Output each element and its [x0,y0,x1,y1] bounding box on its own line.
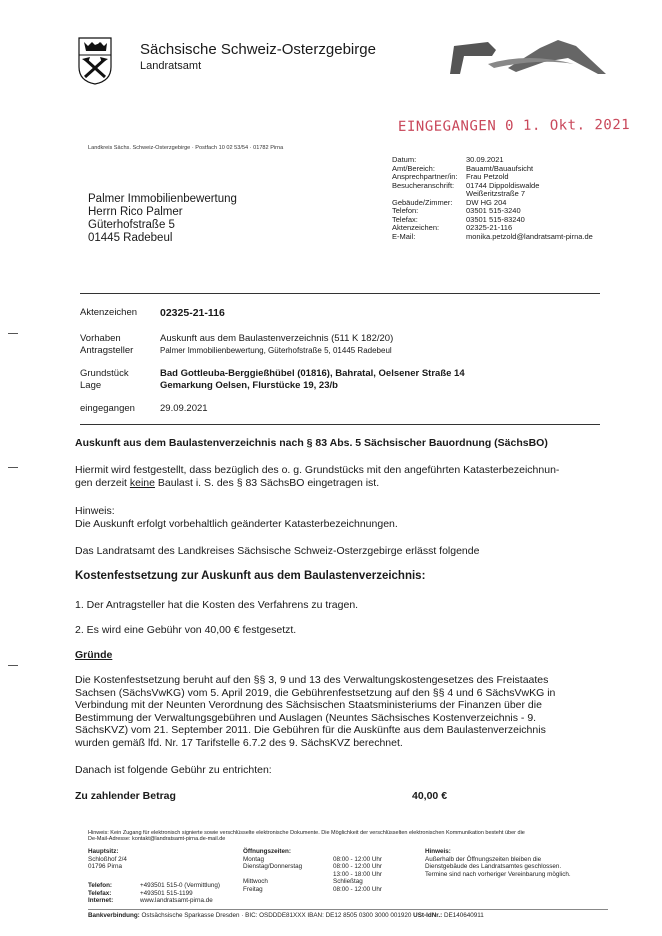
footer-hinweis-label: Hinweis: [425,848,451,855]
underlined-word: keine [129,476,155,489]
recipient-line: Herrn Rico Palmer [88,206,183,218]
eingegangen-value: 29.09.2021 [160,403,208,414]
recipient-line: Palmer Immobilienbewertung [88,193,237,205]
hinweis-label: Hinweis: [75,505,115,517]
telefon-value: +493501 515-0 (Vermittlung) [140,882,220,889]
amount-label: Zu zahlender Betrag [75,790,176,802]
info-value: DW HG 204 [466,197,507,207]
bank-value: Ostsächsische Sparkasse Dresden · BIC: OSDDDE81XXX IBAN: DE12 8505 0300 3000 001920 [141,912,412,919]
oeff-day: Montag [243,855,265,863]
footer-note [88,830,608,842]
lage-value: Gemarkung Oelsen, Flurstücke 19, 23/b [160,380,338,391]
paragraph-line: Sachsen (SächsVwKG) vom 5. April 2019, die Gebührenfestsetzung auf den §§ 4 und 6 SächsVwKG in [75,686,556,699]
hinweis-block [75,505,615,530]
aktenzeichen-label: Aktenzeichen [80,307,138,318]
info-value: 03501 515-3240 [466,206,521,215]
oeffnungszeiten-label: Öffnungszeiten: [243,848,291,855]
paragraph-line: wurden gemäß lfd. Nr. 17 Tarifstelle 6.7.2 des 9. SächsKVZ berechnet. [75,736,403,749]
gruende-paragraph [75,674,615,749]
footer-hinweis-line: Termine sind nach vorheriger Vereinbarung möglich. [425,870,571,878]
aktenzeichen-value: 02325-21-116 [160,307,225,319]
divider [80,293,600,294]
telefax-label: Telefax: [88,889,112,897]
hauptsitz-line: 01796 Pirna [88,863,122,870]
paragraph: Danach ist folgende Gebühr zu entrichten: [75,764,272,776]
ust-value: DE140640911 [443,912,484,919]
section-heading: Kostenfestsetzung zur Auskunft aus dem Baulastenverzeichnis: [75,570,426,582]
coat-of-arms-logo [78,37,112,85]
oeff-time: Schließtag [333,878,363,885]
info-value: 02325-21-116 [466,223,513,232]
footer-hinweis [425,848,571,878]
info-key: Gebäude/Zimmer: [392,197,453,207]
vorhaben-value: Auskunft aus dem Baulastenverzeichnis (511 K 182/20) [160,333,394,344]
paragraph-line: SächsKVZ) vom 21. September 2011. Die Gebühren für die Auskünfte aus dem Baulastenverzeichnis [75,724,546,736]
eingegangen-label: eingegangen [80,403,135,414]
paragraph [75,464,615,489]
info-key: Besucheranschrift: [392,180,455,190]
bank-label: Bankverbindung: [88,912,140,919]
info-key: Telefon: [392,206,419,215]
gruende-heading: Gründe [75,649,113,661]
info-key: E-Mail: [392,231,416,241]
paragraph-line: Bestimmung der Verwaltungsgebühren und Auslagen (Neuntes Sächsisches Kostenverzeichnis - 9. [75,711,537,724]
oeff-time: 08:00 - 12:00 Uhr [333,885,383,893]
grundstueck-value: Bad Gottleuba-Berggießhübel (01816), Bahratal, Oelsener Straße 14 [160,368,465,379]
lage-label: Lage [80,380,102,391]
footer-hinweis-line: Außerhalb der Öffnungszeiten bleiben die [425,855,542,863]
info-value: Bauamt/Bauaufsicht [466,163,534,173]
info-value: monika.petzold@landratsamt-pirna.de [466,231,593,241]
oeff-time: 08:00 - 12:00 Uhr [333,863,383,870]
list-item: 2. Es wird eine Gebühr von 40,00 € festgesetzt. [75,624,297,636]
oeff-day: Freitag [243,885,263,893]
paragraph-line: Die Kostenfestsetzung beruht auf den §§ 3, 9 und 13 des Verwaltungskostengesetzes des Freistaates [75,674,549,686]
footer-opening-hours [243,848,302,893]
info-value: Weißeritzstraße 7 [466,189,526,198]
hinweis-text: Die Auskunft erfolgt vorbehaltlich geänderter Katasterbezeichnungen. [75,517,398,530]
footer-contact [88,882,220,905]
info-block [392,156,593,241]
info-value: 03501 515-83240 [466,214,525,224]
info-value: Frau Petzold [466,172,509,181]
grundstueck-label: Grundstück [80,368,129,379]
paragraph-line: Verbindung mit der Neunten Verordnung des Sächsischen Staatsministeriums der Finanzen über die [75,699,542,711]
footer-note-line: De-Mail-Adresse: kontakt@landratsamt-pirna.de-mail.de [88,836,226,842]
text-span: gen derzeit [75,476,130,489]
text-span: Baulast i. S. des § 83 SächsBO eingetragen ist. [154,476,380,489]
info-key: Ansprechpartner/in: [392,172,458,181]
footer-note-line: Hinweis: Kein Zugang für elektronisch signierte sowie verschlüsselte elektronische Dokumente. Die Möglichkeit der verschlüsselten elektronischen Kommunikation besteht über die [88,830,525,836]
info-value: 01744 Dippoldiswalde [466,180,540,190]
org-subtitle: Landratsamt [140,60,202,72]
footer-hinweis-line: Dienstgebäude des Landratsamtes geschlossen. [425,863,562,870]
fold-mark [8,665,18,666]
recipient-line: 01445 Radebeul [88,232,173,244]
recipient-line: Güterhofstraße 5 [88,219,175,231]
antragsteller-value: Palmer Immobilienbewertung, Güterhofstraße 5, 01445 Radebeul [160,346,392,355]
mountain-logo-graphic [448,38,608,80]
received-stamp: EINGEGANGEN 0 1. Okt. 2021 [397,116,631,136]
sender-return-address: Landkreis Sächs. Schweiz-Osterzgebirge · Postfach 10 02 53/54 · 01782 Pirna [88,145,284,151]
footer-hauptsitz [88,848,127,871]
footer-divider [88,909,608,910]
info-key: Datum: [392,155,417,164]
oeff-time: 08:00 - 12:00 Uhr [333,855,383,863]
fold-mark [8,333,18,334]
oeff-day: Mittwoch [243,878,268,885]
oeff-day: Dienstag/Donnerstag [243,863,303,870]
divider [80,424,600,425]
info-key: Aktenzeichen: [392,223,440,232]
fold-mark [8,467,18,468]
ust-label: USt-IdNr.: [413,912,443,919]
info-key: Telefax: [392,214,418,224]
footer-opening-times [333,856,382,894]
oeff-day [243,871,302,879]
internet-label: Internet: [88,897,114,904]
section-heading: Auskunft aus dem Baulastenverzeichnis nach § 83 Abs. 5 Sächsischer Bauordnung (SächsBO) [75,437,548,449]
telefax-value: +493501 515-1199 [140,889,193,897]
hauptsitz-label: Hauptsitz: [88,848,119,855]
hauptsitz-line: Schloßhof 2/4 [88,855,127,863]
antragsteller-label: Antragsteller [80,345,134,356]
oeff-time: 13:00 - 18:00 Uhr [333,870,383,878]
vorhaben-label: Vorhaben [80,333,121,344]
info-key: Amt/Bereich: [392,163,435,173]
org-name: Sächsische Schweiz-Osterzgebirge [140,41,376,58]
paragraph: Das Landratsamt des Landkreises Sächsische Schweiz-Osterzgebirge erlässt folgende [75,545,480,557]
paragraph-line: Hiermit wird festgestellt, dass bezüglich des o. g. Grundstücks mit den angeführten Katasterbezeichnun- [75,464,560,476]
telefon-label: Telefon: [88,882,113,889]
list-item: 1. Der Antragsteller hat die Kosten des Verfahrens zu tragen. [75,599,359,611]
info-value: 30.09.2021 [466,155,504,164]
internet-link[interactable]: www.landratsamt-pirna.de [140,897,213,904]
paragraph-line [75,477,615,490]
amount-value: 40,00 € [412,790,448,802]
recipient-address [88,193,237,245]
footer-bank [88,912,484,920]
